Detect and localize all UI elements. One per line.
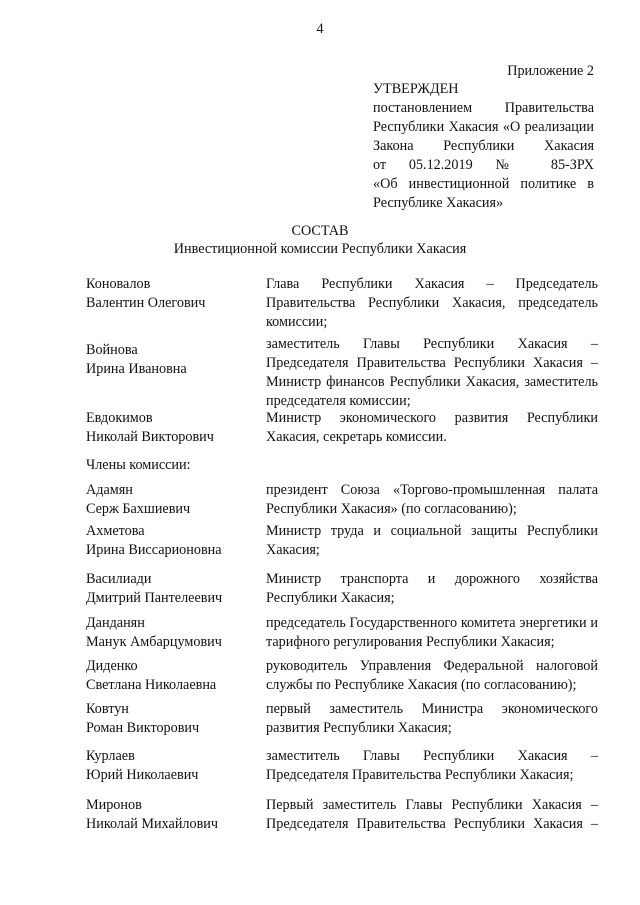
- page-number: 4: [316, 21, 324, 37]
- role-line: развития Республики Хакасия;: [266, 720, 452, 736]
- member-name: [86, 481, 256, 519]
- role-line: тарифного регулирования Республики Хакасия;: [266, 634, 555, 650]
- member-name: [86, 275, 256, 313]
- role-line: Министр транспорта и дорожного хозяйства: [266, 571, 598, 587]
- member-role: [266, 614, 598, 652]
- member-name: [86, 747, 256, 785]
- member-surname: Василиади: [86, 571, 152, 587]
- role-line: Правительства Республики Хакасия, председатель: [266, 295, 598, 311]
- composition-subtitle: Инвестиционной комиссии Республики Хакасия: [173, 241, 467, 257]
- role-line: первый заместитель Министра экономического: [266, 701, 598, 717]
- approval-line: от 05.12.2019 № 85-ЗРХ: [373, 157, 594, 173]
- role-line: заместитель Главы Республики Хакасия –: [266, 336, 598, 352]
- member-given-names: Николай Викторович: [86, 429, 214, 445]
- member-surname: Адамян: [86, 482, 133, 498]
- member-surname: Курлаев: [86, 748, 135, 764]
- role-line: председатель Государственного комитета энергетики и: [266, 615, 598, 631]
- member-surname: Диденко: [86, 658, 138, 674]
- member-surname: Войнова: [86, 342, 138, 358]
- role-line: Министр экономического развития Республики: [266, 410, 598, 426]
- member-name: [86, 657, 256, 695]
- member-surname: Ковтун: [86, 701, 129, 717]
- member-surname: Ахметова: [86, 523, 145, 539]
- approval-line: «Об инвестиционной политике в: [373, 176, 594, 192]
- member-name: [86, 409, 256, 447]
- members-heading: Члены комиссии:: [86, 457, 191, 473]
- member-given-names: Николай Михайлович: [86, 816, 219, 832]
- member-name: [86, 522, 256, 560]
- member-role: [266, 657, 598, 695]
- member-name: [86, 341, 256, 379]
- member-role: [266, 747, 598, 785]
- member-given-names: Ирина Ивановна: [86, 361, 187, 377]
- composition-title: СОСТАВ: [291, 223, 349, 239]
- role-line: службы по Республике Хакасия (по согласованию);: [266, 677, 577, 693]
- role-line: Республики Хакасия;: [266, 590, 395, 606]
- member-name: [86, 796, 256, 834]
- member-given-names: Юрий Николаевич: [86, 767, 199, 783]
- member-role: [266, 335, 598, 411]
- member-role: [266, 570, 598, 608]
- role-line: руководитель Управления Федеральной налоговой: [266, 658, 598, 674]
- member-role: [266, 700, 598, 738]
- role-line: председателя комиссии;: [266, 393, 411, 409]
- member-given-names: Серж Бахшиевич: [86, 501, 191, 517]
- member-surname: Данданян: [86, 615, 145, 631]
- approval-line: Республике Хакасия»: [373, 195, 504, 211]
- member-surname: Евдокимов: [86, 410, 153, 426]
- member-given-names: Валентин Олегович: [86, 295, 206, 311]
- member-name: [86, 614, 256, 652]
- member-role: [266, 275, 598, 332]
- role-line: Хакасия, секретарь комиссии.: [266, 429, 447, 445]
- role-line: Первый заместитель Главы Республики Хакасия –: [266, 797, 598, 813]
- role-line: Министр финансов Республики Хакасия, заместитель: [266, 374, 598, 390]
- role-line: Председателя Правительства Республики Хакасия;: [266, 767, 574, 783]
- role-line: Министр труда и социальной защиты Республики: [266, 523, 598, 539]
- member-given-names: Ирина Виссарионовна: [86, 542, 222, 558]
- member-surname: Миронов: [86, 797, 142, 813]
- approval-line: Закона Республики Хакасия: [373, 138, 594, 154]
- member-given-names: Дмитрий Пантелеевич: [86, 590, 223, 606]
- member-role: [266, 409, 598, 447]
- member-role: [266, 522, 598, 560]
- role-line: заместитель Главы Республики Хакасия –: [266, 748, 598, 764]
- member-given-names: Светлана Николаевна: [86, 677, 217, 693]
- member-role: [266, 796, 598, 834]
- role-line: Глава Республики Хакасия – Председатель: [266, 276, 598, 292]
- member-given-names: Роман Викторович: [86, 720, 200, 736]
- role-line: комиссии;: [266, 314, 328, 330]
- member-surname: Коновалов: [86, 276, 151, 292]
- appendix-label: Приложение 2: [507, 63, 594, 79]
- member-name: [86, 700, 256, 738]
- approval-line: постановлением Правительства: [373, 100, 594, 116]
- role-line: Председателя Правительства Республики Хакасия –: [266, 816, 598, 832]
- role-line: Республики Хакасия» (по согласованию);: [266, 501, 517, 517]
- approval-block: [373, 80, 594, 213]
- approved-word: УТВЕРЖДЕН: [373, 81, 459, 97]
- role-line: Председателя Правительства Республики Хакасия –: [266, 355, 598, 371]
- member-name: [86, 570, 256, 608]
- member-role: [266, 481, 598, 519]
- role-line: президент Союза «Торгово-промышленная палата: [266, 482, 598, 498]
- member-given-names: Манук Амбарцумович: [86, 634, 222, 650]
- approval-line: Республики Хакасия «О реализации: [373, 119, 594, 135]
- role-line: Хакасия;: [266, 542, 320, 558]
